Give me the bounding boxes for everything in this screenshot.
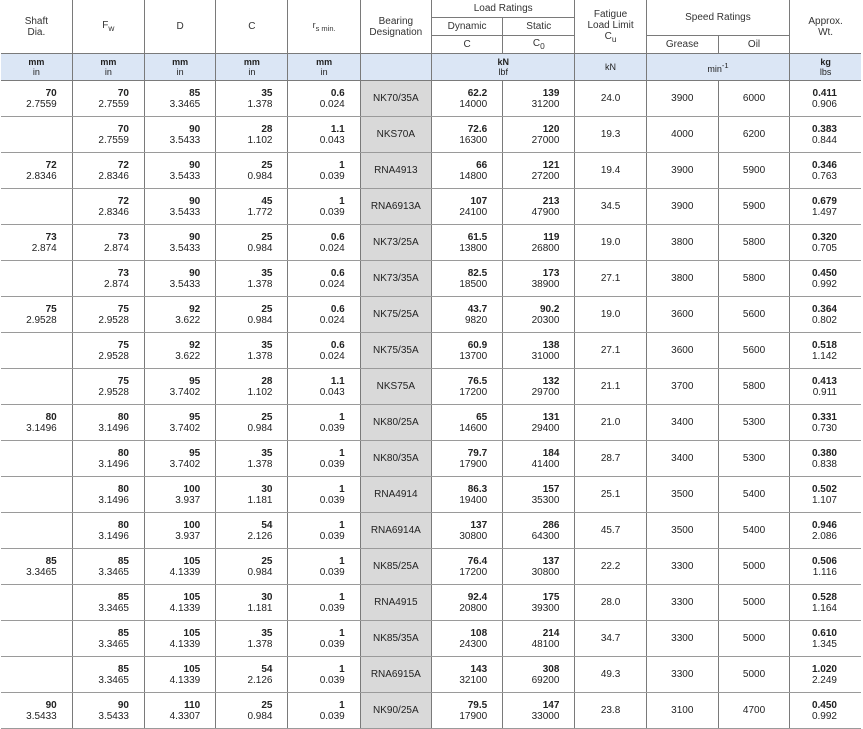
- header-oil: Oil: [718, 36, 789, 54]
- unit-d: mm in: [144, 54, 215, 81]
- unit-load-ratings: kN lbf: [431, 54, 574, 81]
- oil-speed-cell: 5000: [718, 657, 789, 693]
- rs-min-cell: 1 0.039: [288, 621, 360, 657]
- weight-cell: 0.679 1.497: [790, 189, 861, 225]
- static-load-cell: 139 31200: [503, 81, 575, 117]
- rs-min-cell: 1 0.039: [288, 405, 360, 441]
- shaft-dia-cell: [1, 117, 72, 153]
- unit-shaft: mm in: [1, 54, 72, 81]
- static-load-cell: 214 48100: [503, 621, 575, 657]
- oil-speed-cell: 5600: [718, 333, 789, 369]
- static-load-cell: 137 30800: [503, 549, 575, 585]
- table-row: [1, 405, 861, 441]
- static-load-cell: 286 64300: [503, 513, 575, 549]
- fw-cell: 75 2.9528: [72, 369, 144, 405]
- unit-speed: $\min^{-1}$: [646, 54, 790, 81]
- outer-dia-cell: 100 3.937: [144, 477, 215, 513]
- grease-speed-cell: 3300: [646, 585, 718, 621]
- dynamic-load-cell: 79.7 17900: [431, 441, 502, 477]
- unit-rs: mm in: [288, 54, 360, 81]
- shaft-dia-cell: [1, 333, 72, 369]
- oil-speed-cell: 5300: [718, 441, 789, 477]
- table-row: [1, 261, 861, 297]
- table-row: [1, 549, 861, 585]
- shaft-dia-cell: 85 3.3465: [1, 549, 72, 585]
- width-cell: 35 1.378: [216, 81, 288, 117]
- shaft-dia-cell: 72 2.8346: [1, 153, 72, 189]
- header-dynamic-c: C: [431, 36, 502, 54]
- fw-cell: 75 2.9528: [72, 297, 144, 333]
- width-cell: 25 0.984: [216, 153, 288, 189]
- weight-cell: 0.946 2.086: [790, 513, 861, 549]
- shaft-dia-cell: [1, 585, 72, 621]
- outer-dia-cell: 90 3.5433: [144, 189, 215, 225]
- weight-cell: 1.020 2.249: [790, 657, 861, 693]
- header-width: C: [216, 0, 288, 54]
- static-load-cell: 157 35300: [503, 477, 575, 513]
- fw-cell: 80 3.1496: [72, 477, 144, 513]
- table-row: [1, 585, 861, 621]
- fw-cell: 90 3.5433: [72, 693, 144, 729]
- rs-min-cell: 0.6 0.024: [288, 261, 360, 297]
- grease-speed-cell: 3700: [646, 369, 718, 405]
- width-cell: 54 2.126: [216, 513, 288, 549]
- rs-min-cell: 0.6 0.024: [288, 297, 360, 333]
- fw-cell: 72 2.8346: [72, 189, 144, 225]
- shaft-dia-cell: [1, 477, 72, 513]
- fatigue-load-limit-cell: 21.1: [575, 369, 646, 405]
- header-shaft-dia: Shaft Dia.: [1, 0, 72, 54]
- fw-cell: 85 3.3465: [72, 549, 144, 585]
- bearing-designation-cell: NKS70A: [360, 117, 431, 153]
- static-load-cell: 213 47900: [503, 189, 575, 225]
- header-bearing-designation: Bearing Designation: [360, 0, 431, 54]
- rs-min-cell: 1 0.039: [288, 657, 360, 693]
- rs-min-cell: 1.1 0.043: [288, 369, 360, 405]
- weight-cell: 0.528 1.164: [790, 585, 861, 621]
- bearing-spec-table: [1, 0, 861, 729]
- dynamic-load-cell: 60.9 13700: [431, 333, 502, 369]
- fatigue-load-limit-cell: 28.7: [575, 441, 646, 477]
- shaft-dia-cell: 75 2.9528: [1, 297, 72, 333]
- fw-cell: 75 2.9528: [72, 333, 144, 369]
- shaft-dia-cell: [1, 261, 72, 297]
- shaft-dia-cell: 70 2.7559: [1, 81, 72, 117]
- width-cell: 54 2.126: [216, 657, 288, 693]
- bearing-designation-cell: NK80/25A: [360, 405, 431, 441]
- oil-speed-cell: 6000: [718, 81, 789, 117]
- dynamic-load-cell: 86.3 19400: [431, 477, 502, 513]
- outer-dia-cell: 85 3.3465: [144, 81, 215, 117]
- outer-dia-cell: 90 3.5433: [144, 261, 215, 297]
- bearing-designation-cell: RNA6915A: [360, 657, 431, 693]
- oil-speed-cell: 4700: [718, 693, 789, 729]
- fatigue-load-limit-cell: 45.7: [575, 513, 646, 549]
- grease-speed-cell: 3400: [646, 441, 718, 477]
- oil-speed-cell: 5000: [718, 549, 789, 585]
- weight-cell: 0.380 0.838: [790, 441, 861, 477]
- fatigue-load-limit-cell: 19.4: [575, 153, 646, 189]
- grease-speed-cell: 3100: [646, 693, 718, 729]
- dynamic-load-cell: 92.4 20800: [431, 585, 502, 621]
- grease-speed-cell: 3300: [646, 549, 718, 585]
- outer-dia-cell: 100 3.937: [144, 513, 215, 549]
- oil-speed-cell: 5300: [718, 405, 789, 441]
- static-load-cell: 120 27000: [503, 117, 575, 153]
- static-load-cell: 147 33000: [503, 693, 575, 729]
- table-row: [1, 621, 861, 657]
- unit-designation: [360, 54, 431, 81]
- fatigue-load-limit-cell: 25.1: [575, 477, 646, 513]
- outer-dia-cell: 92 3.622: [144, 297, 215, 333]
- outer-dia-cell: 95 3.7402: [144, 441, 215, 477]
- width-cell: 25 0.984: [216, 297, 288, 333]
- rs-min-cell: 0.6 0.024: [288, 225, 360, 261]
- dynamic-load-cell: 79.5 17900: [431, 693, 502, 729]
- oil-speed-cell: 5400: [718, 513, 789, 549]
- width-cell: 25 0.984: [216, 225, 288, 261]
- width-cell: 28 1.102: [216, 369, 288, 405]
- dynamic-load-cell: 143 32100: [431, 657, 502, 693]
- header-static-c0: $C_0$: [503, 36, 575, 54]
- table-row: [1, 369, 861, 405]
- dynamic-load-cell: 137 30800: [431, 513, 502, 549]
- rs-min-cell: 1 0.039: [288, 585, 360, 621]
- bearing-designation-cell: NK90/25A: [360, 693, 431, 729]
- static-load-cell: 121 27200: [503, 153, 575, 189]
- fatigue-load-limit-cell: 19.0: [575, 297, 646, 333]
- rs-min-cell: 1 0.039: [288, 549, 360, 585]
- rs-min-cell: 1 0.039: [288, 693, 360, 729]
- dynamic-load-cell: 72.6 16300: [431, 117, 502, 153]
- fatigue-load-limit-cell: 19.0: [575, 225, 646, 261]
- header-outer-dia: D: [144, 0, 215, 54]
- width-cell: 25 0.984: [216, 405, 288, 441]
- dynamic-load-cell: 62.2 14000: [431, 81, 502, 117]
- header-fw: $F_w$: [72, 0, 144, 54]
- weight-cell: 0.364 0.802: [790, 297, 861, 333]
- fatigue-load-limit-cell: 27.1: [575, 333, 646, 369]
- dynamic-load-cell: 76.4 17200: [431, 549, 502, 585]
- bearing-designation-cell: RNA6913A: [360, 189, 431, 225]
- fatigue-load-limit-cell: 34.5: [575, 189, 646, 225]
- width-cell: 30 1.181: [216, 585, 288, 621]
- grease-speed-cell: 3300: [646, 621, 718, 657]
- unit-weight: kg lbs: [790, 54, 861, 81]
- oil-speed-cell: 5800: [718, 261, 789, 297]
- unit-fw: mm in: [72, 54, 144, 81]
- static-load-cell: 138 31000: [503, 333, 575, 369]
- weight-cell: 0.506 1.116: [790, 549, 861, 585]
- oil-speed-cell: 6200: [718, 117, 789, 153]
- table-row: [1, 693, 861, 729]
- outer-dia-cell: 95 3.7402: [144, 369, 215, 405]
- grease-speed-cell: 3800: [646, 261, 718, 297]
- dynamic-load-cell: 61.5 13800: [431, 225, 502, 261]
- bearing-designation-cell: NK70/35A: [360, 81, 431, 117]
- oil-speed-cell: 5900: [718, 153, 789, 189]
- width-cell: 35 1.378: [216, 441, 288, 477]
- grease-speed-cell: 3900: [646, 189, 718, 225]
- fw-cell: 70 2.7559: [72, 117, 144, 153]
- static-load-cell: 131 29400: [503, 405, 575, 441]
- shaft-dia-cell: 73 2.874: [1, 225, 72, 261]
- weight-cell: 0.518 1.142: [790, 333, 861, 369]
- dynamic-load-cell: 108 24300: [431, 621, 502, 657]
- bearing-designation-cell: NKS75A: [360, 369, 431, 405]
- table-row: [1, 441, 861, 477]
- fatigue-load-limit-cell: 34.7: [575, 621, 646, 657]
- width-cell: 35 1.378: [216, 621, 288, 657]
- bearing-designation-cell: NK85/35A: [360, 621, 431, 657]
- rs-min-cell: 1 0.039: [288, 153, 360, 189]
- table-row: [1, 225, 861, 261]
- table-row: [1, 81, 861, 117]
- rs-min-cell: 0.6 0.024: [288, 333, 360, 369]
- units-row: [1, 54, 861, 81]
- fatigue-load-limit-cell: 22.2: [575, 549, 646, 585]
- table-row: [1, 513, 861, 549]
- shaft-dia-cell: [1, 513, 72, 549]
- outer-dia-cell: 105 4.1339: [144, 585, 215, 621]
- fw-cell: 80 3.1496: [72, 405, 144, 441]
- table-row: [1, 117, 861, 153]
- fw-cell: 85 3.3465: [72, 585, 144, 621]
- oil-speed-cell: 5400: [718, 477, 789, 513]
- grease-speed-cell: 3900: [646, 153, 718, 189]
- fatigue-load-limit-cell: 21.0: [575, 405, 646, 441]
- dynamic-load-cell: 43.7 9820: [431, 297, 502, 333]
- header-static: Static: [503, 18, 575, 36]
- outer-dia-cell: 92 3.622: [144, 333, 215, 369]
- bearing-designation-cell: RNA4914: [360, 477, 431, 513]
- fatigue-load-limit-cell: 27.1: [575, 261, 646, 297]
- grease-speed-cell: 3800: [646, 225, 718, 261]
- grease-speed-cell: 3500: [646, 513, 718, 549]
- header-fatigue-load-limit: Fatigue Load Limit $C_u$: [575, 0, 646, 54]
- fw-cell: 70 2.7559: [72, 81, 144, 117]
- static-load-cell: 175 39300: [503, 585, 575, 621]
- width-cell: 30 1.181: [216, 477, 288, 513]
- bearing-designation-cell: NK73/25A: [360, 225, 431, 261]
- header-grease: Grease: [646, 36, 718, 54]
- bearing-designation-cell: NK80/35A: [360, 441, 431, 477]
- fw-cell: 85 3.3465: [72, 621, 144, 657]
- outer-dia-cell: 105 4.1339: [144, 549, 215, 585]
- shaft-dia-cell: 80 3.1496: [1, 405, 72, 441]
- header-rs-min: $r_{s min.}$: [288, 0, 360, 54]
- rs-min-cell: 1 0.039: [288, 189, 360, 225]
- fatigue-load-limit-cell: 49.3: [575, 657, 646, 693]
- static-load-cell: 119 26800: [503, 225, 575, 261]
- table-row: [1, 153, 861, 189]
- outer-dia-cell: 90 3.5433: [144, 225, 215, 261]
- weight-cell: 0.413 0.911: [790, 369, 861, 405]
- grease-speed-cell: 3300: [646, 657, 718, 693]
- dynamic-load-cell: 76.5 17200: [431, 369, 502, 405]
- fw-cell: 72 2.8346: [72, 153, 144, 189]
- shaft-dia-cell: [1, 441, 72, 477]
- bearing-rows: [1, 81, 861, 729]
- outer-dia-cell: 90 3.5433: [144, 117, 215, 153]
- outer-dia-cell: 110 4.3307: [144, 693, 215, 729]
- rs-min-cell: 1.1 0.043: [288, 117, 360, 153]
- dynamic-load-cell: 107 24100: [431, 189, 502, 225]
- shaft-dia-cell: [1, 657, 72, 693]
- bearing-designation-cell: RNA6914A: [360, 513, 431, 549]
- static-load-cell: 132 29700: [503, 369, 575, 405]
- dynamic-load-cell: 82.5 18500: [431, 261, 502, 297]
- header-load-ratings: Load Ratings: [431, 0, 574, 18]
- rs-min-cell: 0.6 0.024: [288, 81, 360, 117]
- width-cell: 25 0.984: [216, 549, 288, 585]
- fw-cell: 80 3.1496: [72, 441, 144, 477]
- header-approx-wt: Approx. Wt.: [808, 15, 843, 38]
- grease-speed-cell: 3600: [646, 333, 718, 369]
- oil-speed-cell: 5800: [718, 225, 789, 261]
- bearing-designation-cell: NK75/25A: [360, 297, 431, 333]
- shaft-dia-cell: [1, 621, 72, 657]
- grease-speed-cell: 3900: [646, 81, 718, 117]
- static-load-cell: 184 41400: [503, 441, 575, 477]
- fatigue-load-limit-cell: 23.8: [575, 693, 646, 729]
- oil-speed-cell: 5900: [718, 189, 789, 225]
- width-cell: 35 1.378: [216, 261, 288, 297]
- unit-fatigue: kN: [575, 54, 646, 81]
- fatigue-load-limit-cell: 28.0: [575, 585, 646, 621]
- grease-speed-cell: 3500: [646, 477, 718, 513]
- oil-speed-cell: 5800: [718, 369, 789, 405]
- oil-speed-cell: 5000: [718, 585, 789, 621]
- table-row: [1, 477, 861, 513]
- weight-cell: 0.502 1.107: [790, 477, 861, 513]
- bearing-designation-cell: NK75/35A: [360, 333, 431, 369]
- rs-min-cell: 1 0.039: [288, 441, 360, 477]
- table-row: [1, 297, 861, 333]
- outer-dia-cell: 90 3.5433: [144, 153, 215, 189]
- weight-cell: 0.450 0.992: [790, 261, 861, 297]
- grease-speed-cell: 3600: [646, 297, 718, 333]
- outer-dia-cell: 105 4.1339: [144, 621, 215, 657]
- fatigue-load-limit-cell: 19.3: [575, 117, 646, 153]
- rs-min-cell: 1 0.039: [288, 513, 360, 549]
- table-row: [1, 657, 861, 693]
- width-cell: 25 0.984: [216, 693, 288, 729]
- static-load-cell: 90.2 20300: [503, 297, 575, 333]
- static-load-cell: 308 69200: [503, 657, 575, 693]
- grease-speed-cell: 3400: [646, 405, 718, 441]
- weight-cell: 0.411 0.906: [790, 81, 861, 117]
- bearing-designation-cell: NK73/35A: [360, 261, 431, 297]
- shaft-dia-cell: 90 3.5433: [1, 693, 72, 729]
- weight-cell: 0.320 0.705: [790, 225, 861, 261]
- fw-cell: 80 3.1496: [72, 513, 144, 549]
- width-cell: 28 1.102: [216, 117, 288, 153]
- oil-speed-cell: 5000: [718, 621, 789, 657]
- shaft-dia-cell: [1, 369, 72, 405]
- weight-cell: 0.610 1.345: [790, 621, 861, 657]
- rs-min-cell: 1 0.039: [288, 477, 360, 513]
- bearing-designation-cell: RNA4913: [360, 153, 431, 189]
- fw-cell: 73 2.874: [72, 225, 144, 261]
- outer-dia-cell: 105 4.1339: [144, 657, 215, 693]
- weight-cell: 0.450 0.992: [790, 693, 861, 729]
- fw-cell: 73 2.874: [72, 261, 144, 297]
- width-cell: 35 1.378: [216, 333, 288, 369]
- grease-speed-cell: 4000: [646, 117, 718, 153]
- shaft-dia-cell: [1, 189, 72, 225]
- static-load-cell: 173 38900: [503, 261, 575, 297]
- fatigue-load-limit-cell: 24.0: [575, 81, 646, 117]
- dynamic-load-cell: 65 14600: [431, 405, 502, 441]
- unit-c: mm in: [216, 54, 288, 81]
- fw-cell: 85 3.3465: [72, 657, 144, 693]
- bearing-designation-cell: NK85/25A: [360, 549, 431, 585]
- weight-cell: 0.331 0.730: [790, 405, 861, 441]
- dynamic-load-cell: 66 14800: [431, 153, 502, 189]
- bearing-designation-cell: RNA4915: [360, 585, 431, 621]
- table-row: [1, 189, 861, 225]
- width-cell: 45 1.772: [216, 189, 288, 225]
- table-row: [1, 333, 861, 369]
- weight-cell: 0.383 0.844: [790, 117, 861, 153]
- oil-speed-cell: 5600: [718, 297, 789, 333]
- weight-cell: 0.346 0.763: [790, 153, 861, 189]
- header-speed-ratings: Speed Ratings: [646, 0, 790, 36]
- header-dynamic: Dynamic: [431, 18, 502, 36]
- outer-dia-cell: 95 3.7402: [144, 405, 215, 441]
